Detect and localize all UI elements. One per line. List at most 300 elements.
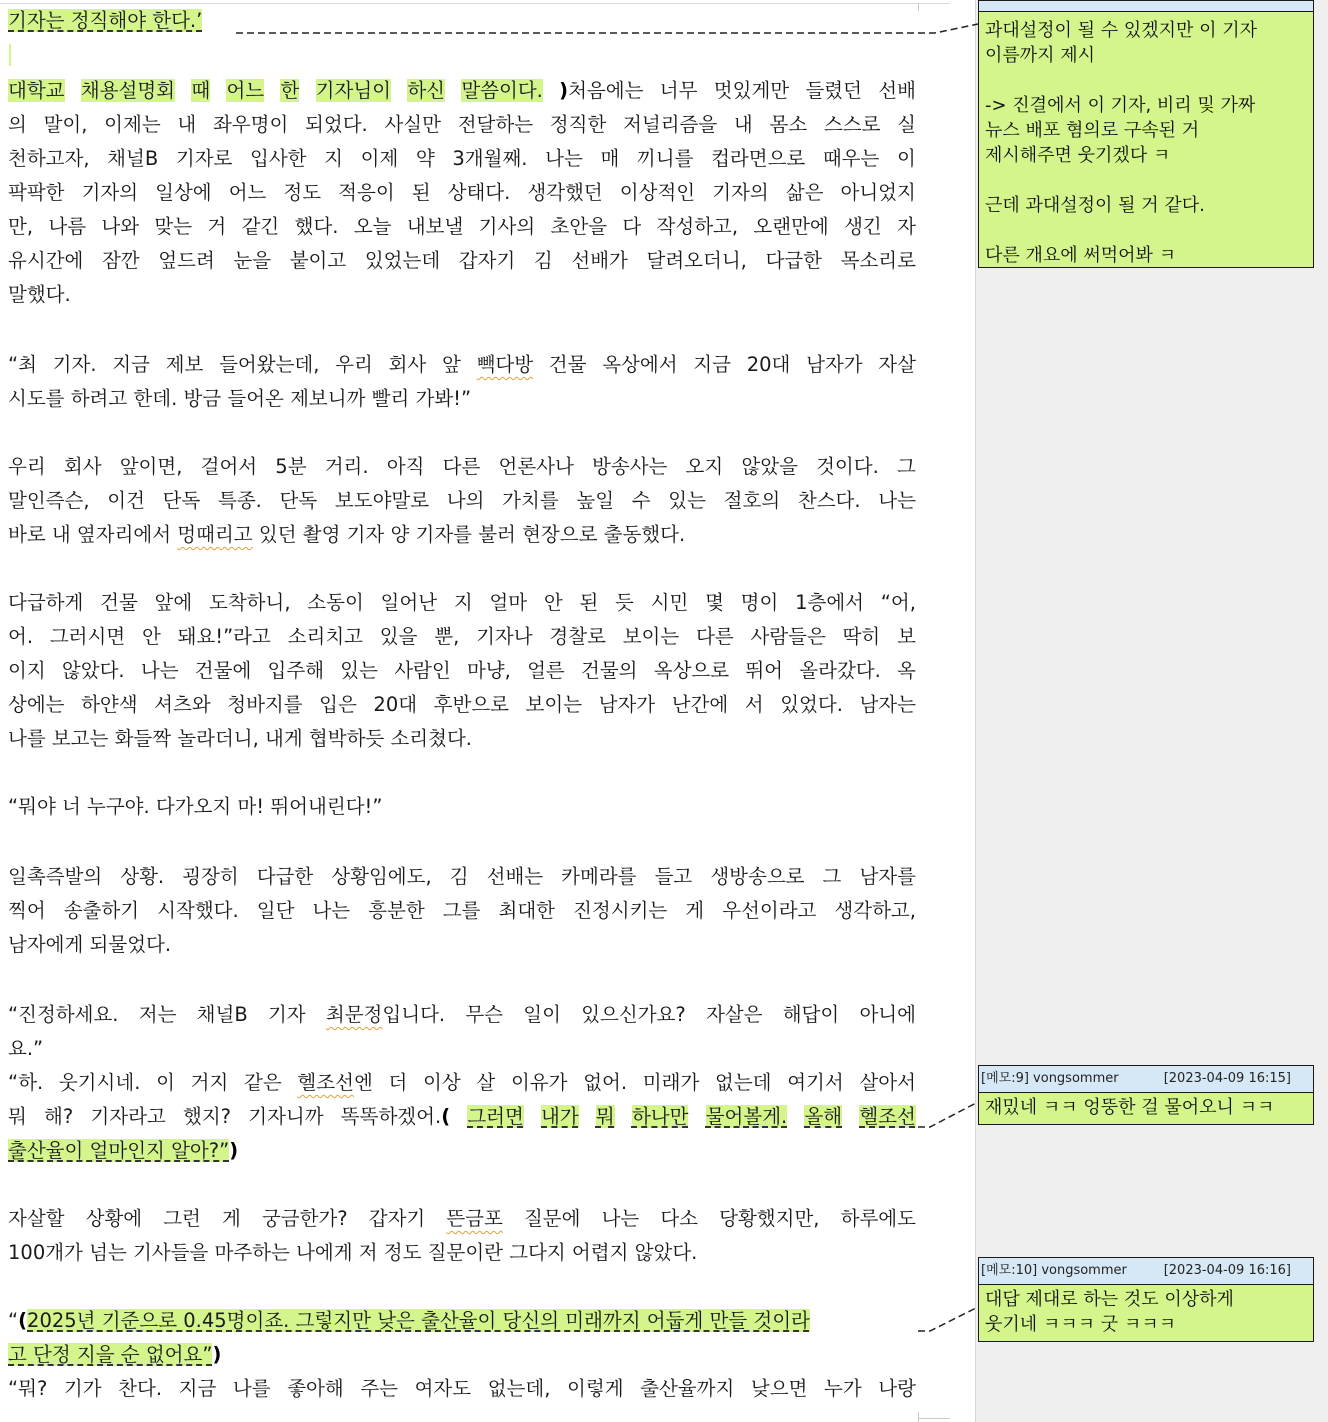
word	[660, 78, 698, 104]
text-line	[8, 1342, 916, 1368]
text-run: 입주해	[267, 659, 325, 682]
word	[660, 1206, 698, 1232]
text-run: “어,	[880, 591, 916, 614]
text-run: 나는	[601, 1207, 640, 1230]
word	[804, 1104, 842, 1130]
word	[623, 624, 680, 650]
word	[443, 898, 481, 924]
text-run: 유시간에	[8, 249, 84, 272]
word	[454, 590, 473, 616]
word	[8, 1070, 43, 1096]
word	[747, 352, 791, 378]
highlighted-text: 한	[280, 79, 300, 102]
word	[571, 248, 628, 274]
text-line	[8, 352, 916, 378]
word	[316, 78, 391, 104]
word	[447, 488, 485, 514]
word	[326, 1002, 445, 1028]
text-run: 나는	[312, 899, 351, 922]
word	[714, 78, 789, 104]
word	[741, 590, 779, 616]
text-run: 있던 촬영 기자 양 기자를 불러 현장으로 출동했다.	[252, 523, 686, 546]
text-run: 된	[411, 181, 431, 204]
word	[477, 352, 534, 378]
word	[389, 352, 427, 378]
word	[705, 590, 724, 616]
memo-anchor-bracket: (	[441, 1105, 451, 1128]
text-run: 보이는	[525, 693, 583, 716]
word	[753, 214, 828, 240]
text-run: 건물에	[194, 659, 252, 682]
word	[711, 146, 805, 172]
word	[467, 658, 511, 684]
text-run: 너무	[659, 79, 698, 102]
text-run: 질문에	[523, 1207, 581, 1230]
text-run: 후반으로	[433, 693, 509, 716]
text-run: 지금	[112, 353, 150, 376]
text-line	[8, 590, 916, 616]
spellcheck-word: 뜬금포	[446, 1207, 503, 1230]
text-line	[8, 1240, 916, 1266]
word	[499, 898, 556, 924]
word	[840, 180, 915, 206]
text-run: 언론사나	[498, 455, 574, 478]
word	[268, 1002, 306, 1028]
word	[719, 1206, 819, 1232]
word	[559, 78, 643, 104]
text-run: 최대한	[498, 899, 556, 922]
text-run: 같긴	[241, 215, 280, 238]
text-run: 갑자기	[458, 249, 516, 272]
text-run: 앞	[442, 353, 461, 376]
text-run: 굉장히	[182, 865, 239, 888]
word	[163, 488, 201, 514]
text-run: 말했다.	[8, 283, 71, 306]
text-run: 오늘	[353, 215, 392, 238]
text-run: 좋아해	[287, 1377, 344, 1400]
spellcheck-word: 최문정	[325, 1003, 383, 1026]
text-run: 찬다.	[118, 1377, 163, 1400]
word	[8, 488, 90, 514]
word	[156, 1070, 175, 1096]
text-run: 수	[631, 489, 651, 512]
text-run: 생긴	[844, 215, 882, 238]
word	[476, 624, 533, 650]
word	[750, 624, 825, 650]
text-run: 않았을	[741, 455, 798, 478]
text-run: 일상에	[155, 181, 212, 204]
text-run: 몇	[705, 591, 724, 614]
text-run: 듯	[615, 591, 634, 614]
word	[233, 1376, 271, 1402]
text-run: “하.	[8, 1071, 44, 1094]
word	[668, 488, 706, 514]
word	[655, 864, 693, 890]
highlighted-text: 어느	[226, 79, 265, 102]
word	[693, 352, 731, 378]
text-run: 다른	[695, 625, 734, 648]
text-run: 이상	[423, 1071, 461, 1094]
word	[583, 1070, 627, 1096]
text-run: 저널리즘을	[623, 113, 718, 136]
text-run: 그를	[442, 899, 481, 922]
text-run: 뭐	[8, 1105, 27, 1128]
text-run: 아니었지	[840, 181, 916, 204]
text-run: 바로 내 옆자리에서	[8, 523, 178, 546]
word	[897, 658, 916, 684]
page-top-edge	[0, 3, 950, 4]
word	[248, 1104, 323, 1130]
word	[549, 624, 606, 650]
word	[581, 658, 638, 684]
text-run: 요.”	[8, 1037, 44, 1060]
word	[81, 78, 175, 104]
text-line	[8, 658, 916, 684]
word	[8, 658, 46, 684]
text-run: 방송사는	[592, 455, 668, 478]
word	[706, 1002, 763, 1028]
word	[201, 454, 258, 480]
word	[90, 1104, 165, 1130]
text-run: 웃기시네.	[58, 1071, 141, 1094]
word	[412, 180, 431, 206]
word	[897, 624, 916, 650]
word	[280, 78, 299, 104]
empty-line-highlight	[9, 44, 11, 66]
memo-box-9[interactable]	[978, 1065, 1314, 1125]
text-line	[8, 386, 916, 412]
text-run: 엎드려	[158, 249, 215, 272]
text-run: 기사의	[478, 215, 536, 238]
word	[139, 1002, 177, 1028]
text-run: 붙이고	[289, 249, 347, 272]
word	[368, 898, 425, 924]
word	[783, 1002, 840, 1028]
memo-timestamp: [2023-04-09 16:16]	[1163, 1263, 1291, 1278]
text-run: 들고	[654, 865, 693, 888]
text-run: 거리.	[324, 455, 369, 478]
text-run: 단독	[162, 489, 201, 512]
word	[226, 78, 264, 104]
text-run: 때우는	[822, 147, 880, 170]
text-run: 지	[453, 591, 473, 614]
text-run: 같은	[244, 1071, 282, 1094]
text-line	[8, 898, 916, 924]
word	[324, 146, 343, 172]
text-run: 아직	[386, 455, 425, 478]
word	[163, 1206, 201, 1232]
word	[8, 624, 33, 650]
word	[305, 112, 368, 138]
word	[602, 1206, 640, 1232]
highlighted-text: 말씀이다.	[461, 79, 543, 102]
memo-box-1[interactable]	[978, 0, 1314, 268]
memo-anchor-bracket: )	[229, 1139, 239, 1162]
text-run: 일단	[256, 899, 295, 922]
text-line	[8, 248, 916, 274]
word	[8, 692, 65, 718]
text-run: 없어.	[583, 1071, 628, 1094]
text-run: 상황임에도,	[331, 865, 432, 888]
word	[672, 692, 729, 718]
word	[715, 1070, 772, 1096]
text-run: 해답이	[782, 1003, 840, 1026]
word	[280, 488, 318, 514]
word	[331, 864, 431, 890]
text-run: 목소리로	[840, 249, 916, 272]
word	[841, 1206, 916, 1232]
text-run: 상황.	[120, 865, 165, 888]
word	[579, 590, 598, 616]
text-run: 멋있게만	[713, 79, 790, 102]
spellcheck-word: 헬조선	[297, 1071, 354, 1094]
word	[268, 658, 325, 684]
text-run: 이	[897, 147, 916, 170]
word	[623, 112, 717, 138]
text-run: 얼마	[489, 591, 528, 614]
text-run: 이제는	[104, 113, 161, 136]
word	[878, 1376, 916, 1402]
word	[62, 658, 125, 684]
text-run: 김	[449, 865, 469, 888]
text-run: 낮으면	[750, 1377, 808, 1400]
text-run: 채널B	[107, 147, 159, 170]
word	[218, 488, 262, 514]
highlighted-text: 하나만	[631, 1105, 689, 1128]
text-line	[8, 522, 916, 548]
text-line	[8, 794, 916, 820]
word	[897, 112, 916, 138]
word	[8, 180, 65, 206]
memo-anchor-bracket: (	[18, 1309, 28, 1332]
word	[487, 864, 544, 890]
word	[646, 248, 746, 274]
word	[120, 454, 183, 480]
word	[319, 692, 357, 718]
text-run: “진정하세요.	[8, 1003, 119, 1026]
word	[824, 112, 881, 138]
text-run: 회사	[388, 353, 427, 376]
word	[183, 1104, 231, 1130]
text-run: 그런	[163, 1207, 201, 1230]
word	[657, 214, 739, 240]
word	[798, 488, 861, 514]
word	[550, 112, 607, 138]
word	[443, 454, 481, 480]
text-run: 이렇게	[567, 1377, 624, 1400]
text-run: 우리	[335, 353, 373, 376]
word	[651, 590, 689, 616]
text-run: 실	[897, 113, 916, 136]
word	[567, 1376, 624, 1402]
text-run: 나의	[446, 489, 485, 512]
word	[498, 454, 573, 480]
text-run: 있었다.	[780, 693, 843, 716]
text-run: 거	[207, 215, 227, 238]
word	[710, 864, 804, 890]
word	[643, 1070, 700, 1096]
text-run: 게	[685, 899, 705, 922]
text-run: 하얀색	[81, 693, 138, 716]
word	[335, 488, 429, 514]
text-run: 안	[543, 591, 563, 614]
text-run: 삶은	[785, 181, 824, 204]
text-run: 있는	[668, 489, 706, 512]
text-run: 셔츠와	[154, 693, 211, 716]
page-corner-mark	[918, 1418, 950, 1419]
word	[8, 146, 90, 172]
memo-author: [메모:9] vongsommer	[981, 1071, 1119, 1086]
word	[859, 1002, 916, 1028]
word	[859, 692, 916, 718]
text-run: 스스로	[823, 113, 881, 136]
text-line	[8, 932, 916, 958]
word	[581, 1002, 686, 1028]
highlighted-text: 2025년 기준으로 0.45명이죠. 그렇지만 낮은 출산율이 당신의 미래까지 어둡게 만들 것이라	[27, 1309, 810, 1332]
text-run: 주는	[360, 1377, 398, 1400]
text-run: 당황했지만,	[719, 1207, 820, 1230]
text-run: 건물	[100, 591, 138, 614]
word	[416, 146, 435, 172]
word	[209, 590, 291, 616]
text-run: 매	[600, 147, 620, 170]
word	[450, 864, 469, 890]
word	[361, 146, 399, 172]
text-run: 그	[896, 455, 916, 478]
word	[191, 78, 210, 104]
word	[64, 898, 139, 924]
text-run: 자살	[878, 353, 916, 376]
text-run: 내	[733, 113, 753, 136]
word	[615, 590, 634, 616]
text-run: 일이	[523, 1003, 561, 1026]
word	[632, 488, 651, 514]
highlighted-text: 출산율이 얼마인지 알아?”	[8, 1139, 230, 1162]
text-run: 해?	[44, 1105, 74, 1128]
word	[380, 624, 418, 650]
word	[843, 624, 881, 650]
text-run: 시도를 하려고 한데. 방금 들어온 제보니까 빨리 가봐!”	[8, 387, 472, 410]
word	[596, 1104, 615, 1130]
text-run: 안	[141, 625, 161, 648]
text-run: 잠깐	[101, 249, 140, 272]
text-line	[8, 864, 916, 890]
text-run: “	[8, 1309, 19, 1332]
text-run: 달려오더니,	[646, 249, 747, 272]
text-run: 딱히	[842, 625, 881, 648]
word	[335, 352, 373, 378]
text-run: 입니다.	[382, 1003, 446, 1026]
memo-box-10[interactable]	[978, 1257, 1314, 1342]
text-run: 있으신가요?	[581, 1003, 686, 1026]
word	[381, 590, 438, 616]
word	[640, 1376, 734, 1402]
page-corner-mark	[918, 3, 919, 11]
memo-text: 과대설정이 될 수 있겠지만 이 기자 이름까지 제시 -> 진결에서 이 기자, 비리 및 가짜 뉴스 배포 혐의로 구속된 거 제시해주면 웃기겠다 ㅋ 근데 과대설정이 될 거 같다. 다른 개요에 써먹어봐 ㅋ	[985, 20, 1258, 266]
text-run: 기자니까	[248, 1105, 324, 1128]
text-run: 기자로	[175, 147, 233, 170]
text-run: 옥	[897, 659, 916, 682]
text-run: 얼른	[527, 659, 565, 682]
text-run: 단독	[279, 489, 318, 512]
text-run: 자살할	[8, 1207, 65, 1230]
memo-header	[979, 1258, 1313, 1285]
word	[787, 1070, 844, 1096]
word	[8, 898, 46, 924]
word	[545, 146, 583, 172]
word	[834, 898, 916, 924]
text-run: 전달하는	[457, 113, 534, 136]
text-line	[8, 1104, 916, 1130]
text-line	[8, 488, 916, 514]
text-run: 3개월째.	[452, 147, 528, 170]
text-run: 자	[897, 215, 916, 238]
text-run: “뭐?	[8, 1377, 48, 1400]
text-run: 이건	[107, 489, 145, 512]
text-line	[8, 78, 916, 104]
word	[685, 898, 704, 924]
text-run: 지금	[693, 353, 731, 376]
text-run: 상황에	[85, 1207, 143, 1230]
memo-header	[979, 1066, 1313, 1093]
highlighted-text: 때	[191, 79, 211, 102]
text-run: 정직한	[549, 113, 607, 136]
word	[434, 624, 459, 650]
page-corner-mark	[918, 1412, 919, 1422]
text-run: 명이	[740, 591, 779, 614]
text-run: 보이는	[622, 625, 680, 648]
word	[897, 454, 916, 480]
text-run: 나와	[101, 215, 140, 238]
word	[182, 864, 239, 890]
word	[8, 864, 102, 890]
text-run: 흥분한	[368, 899, 425, 922]
word	[423, 1070, 461, 1096]
text-run: 서	[744, 693, 764, 716]
word	[799, 658, 881, 684]
word	[632, 1104, 689, 1130]
word	[541, 1104, 579, 1130]
word	[489, 590, 527, 616]
word	[155, 180, 212, 206]
word	[881, 590, 916, 616]
text-line	[8, 282, 916, 308]
word	[53, 352, 97, 378]
word	[407, 214, 464, 240]
text-run: 5분	[275, 455, 307, 478]
text-run: 특종.	[217, 489, 262, 512]
text-run: 있는	[340, 659, 378, 682]
word	[82, 180, 139, 206]
word	[388, 1070, 407, 1096]
word	[44, 1104, 73, 1130]
highlighted-text: 기자님이	[315, 79, 391, 102]
word	[841, 248, 916, 274]
word	[222, 1206, 241, 1232]
word	[724, 488, 781, 514]
word	[233, 248, 271, 274]
text-run: 마냥,	[466, 659, 511, 682]
word	[250, 146, 307, 172]
text-run: 천하고자,	[8, 147, 90, 170]
text-run: 나를	[232, 1377, 271, 1400]
text-run: 기자의	[712, 181, 769, 204]
highlighted-text: 내가	[541, 1105, 579, 1128]
text-run: 이지	[8, 659, 46, 682]
text-line	[8, 214, 916, 240]
text-run: 아니에	[859, 1003, 916, 1026]
text-line	[8, 112, 916, 138]
